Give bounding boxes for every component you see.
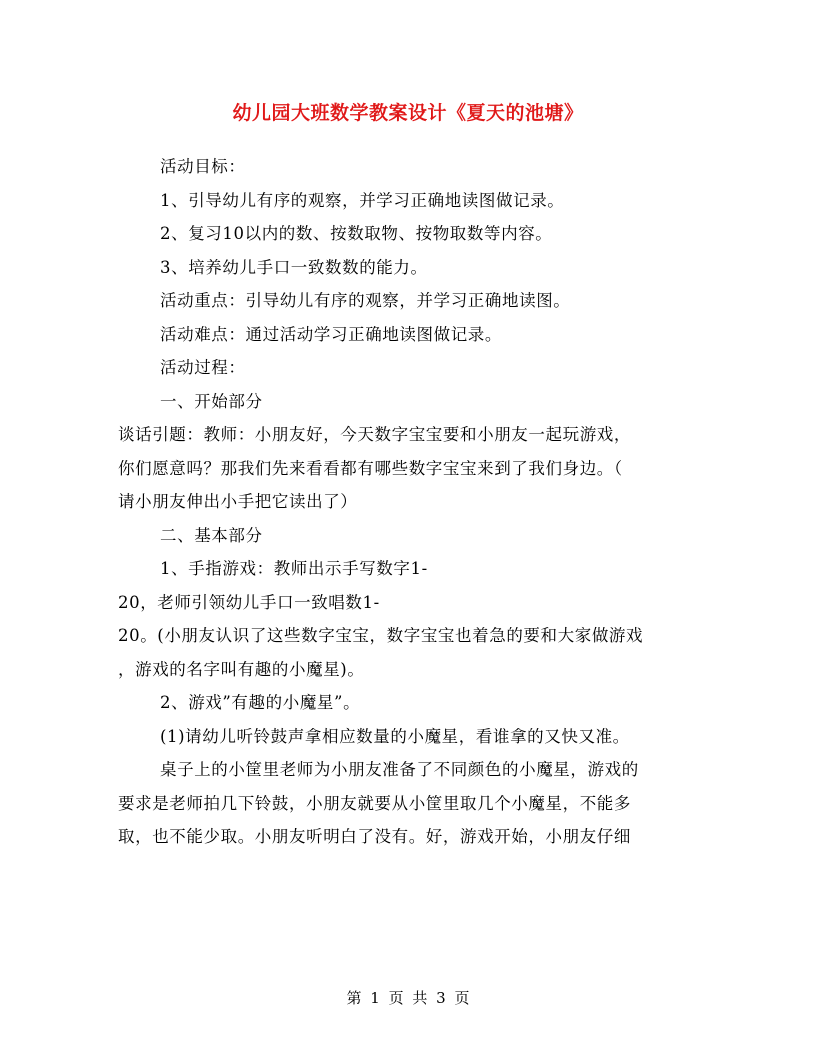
text-line: 活动过程： <box>160 358 246 377</box>
text-line: (1)请幼儿听铃鼓声拿相应数量的小魔星，看谁拿的又快又准。 <box>160 726 630 746</box>
footer-middle: 页 共 <box>388 989 428 1007</box>
page-title: 幼儿园大班数学教案设计《夏天的池塘》 <box>232 102 584 124</box>
text-line: 活动目标： <box>160 157 246 176</box>
text-line: 取，也不能少取。小朋友听明白了没有。好，游戏开始，小朋友仔细 <box>118 827 631 846</box>
text-line: 20。(小朋友认识了这些数字宝宝，数字宝宝也着急的要和大家做游戏 <box>118 626 644 645</box>
text-line: 二、基本部分 <box>160 525 263 545</box>
text-line: 一、开始部分 <box>160 391 263 411</box>
text-line: 谈话引题：教师：小朋友好，今天数字宝宝要和小朋友一起玩游戏， <box>118 425 631 444</box>
text-line: 3、培养幼儿手口一致数数的能力。 <box>160 257 428 277</box>
footer-suffix: 页 <box>454 989 470 1007</box>
text-line: 2、游戏”有趣的小魔星”。 <box>160 693 361 712</box>
footer-total-pages: 3 <box>436 989 446 1007</box>
page-footer <box>0 987 816 1008</box>
text-line: ，游戏的名字叫有趣的小魔星)。 <box>118 659 365 679</box>
text-line: 活动重点：引导幼儿有序的观察，并学习正确地读图。 <box>160 291 571 310</box>
text-line: 1、引导幼儿有序的观察，并学习正确地读图做记录。 <box>160 190 565 210</box>
text-line: 要求是老师拍几下铃鼓，小朋友就要从小筐里取几个小魔星，不能多 <box>118 793 631 813</box>
text-line: 你们愿意吗？那我们先来看看都有哪些数字宝宝来到了我们身边。（ <box>118 458 623 478</box>
footer-prefix: 第 <box>346 989 362 1007</box>
text-line: 2、复习10以内的数、按数取物、按物取数等内容。 <box>160 224 553 243</box>
text-line: 请小朋友伸出小手把它读出了） <box>118 492 358 511</box>
document-body <box>118 150 698 854</box>
text-line: 1、手指游戏：教师出示手写数字1- <box>160 559 428 578</box>
text-line: 20，老师引领幼儿手口一致唱数1- <box>118 592 380 612</box>
text-line: 活动难点：通过活动学习正确地读图做记录。 <box>160 324 502 344</box>
text-line: 桌子上的小筐里老师为小朋友准备了不同颜色的小魔星，游戏的 <box>160 760 639 779</box>
footer-current-page: 1 <box>370 989 380 1007</box>
